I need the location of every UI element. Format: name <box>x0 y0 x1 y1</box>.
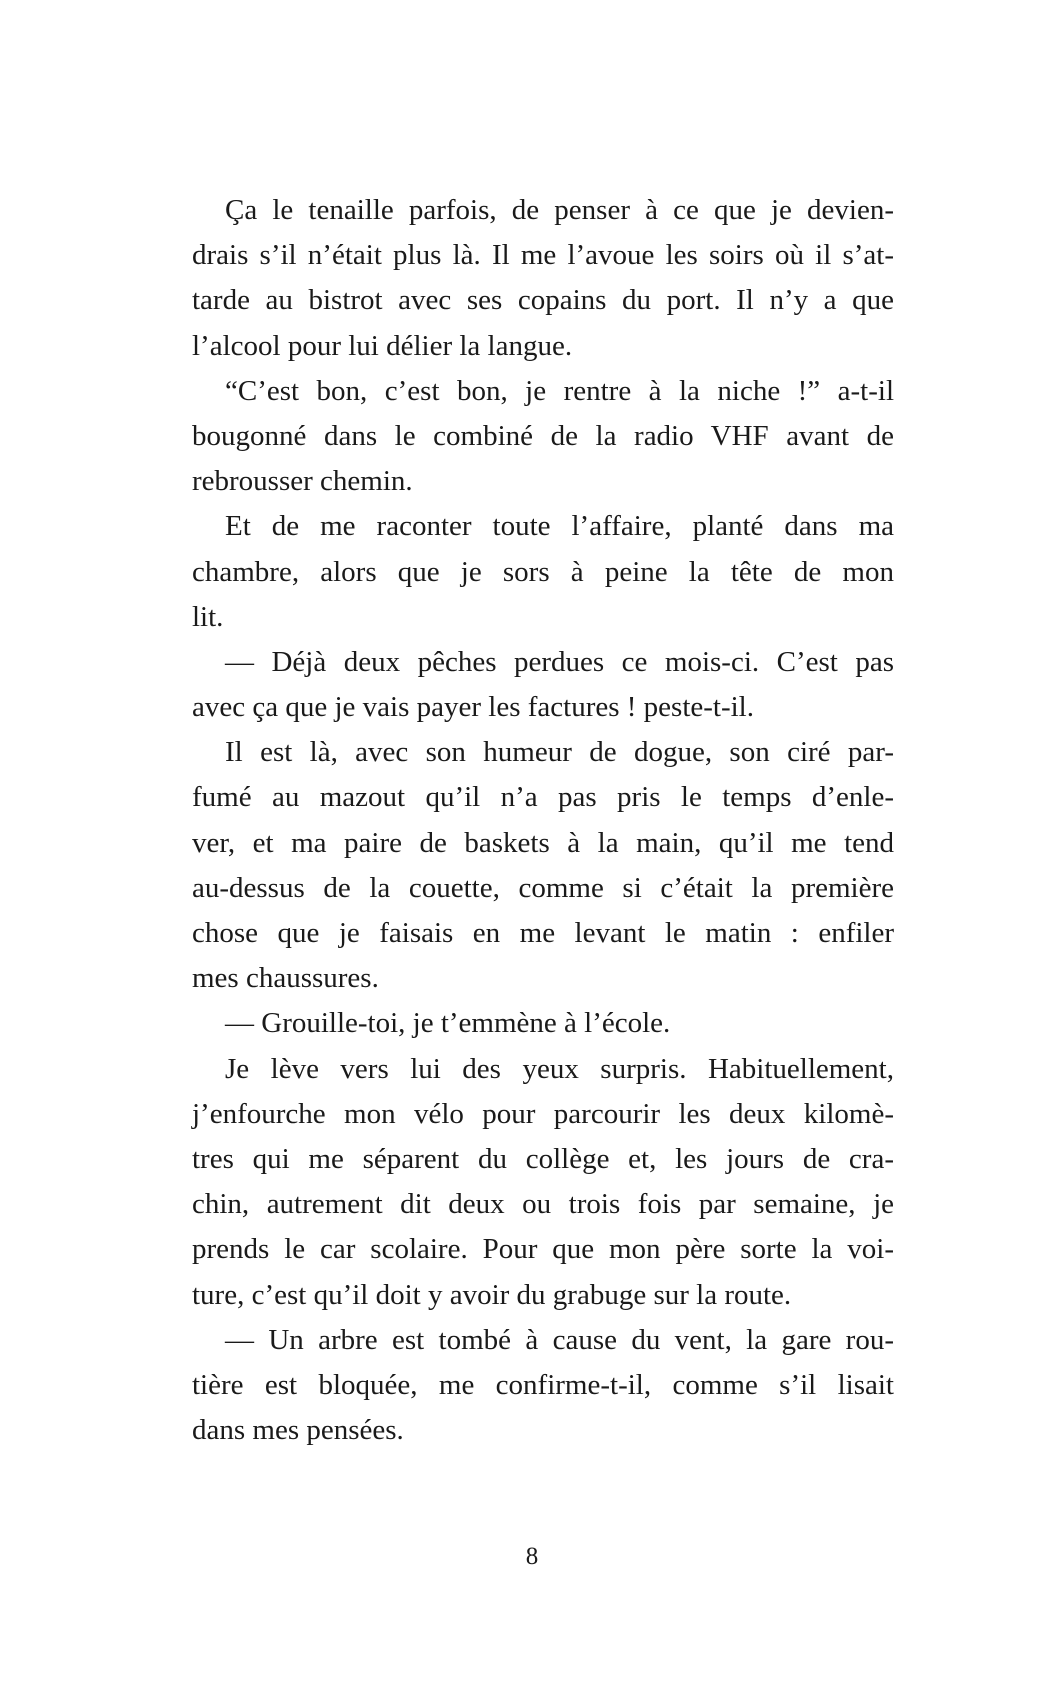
body-text <box>192 188 894 1453</box>
text-line: prends le car scolaire. Pour que mon père sorte la voi- <box>192 1233 894 1266</box>
page-number: 8 <box>525 1543 539 1570</box>
text-line: lit. <box>192 600 224 633</box>
text-line: rebrousser chemin. <box>192 465 413 498</box>
text-line: fumé au mazout qu’il n’a pas pris le temps d’enle- <box>192 781 894 814</box>
text-line: drais s’il n’était plus là. Il me l’avoue les soirs où il s’at- <box>192 239 894 272</box>
text-line: tière est bloquée, me confirme-t-il, comme s’il lisait <box>192 1368 894 1401</box>
text-line: — Déjà deux pêches perdues ce mois-ci. C’est pas <box>225 645 894 678</box>
text-line: — Grouille-toi, je t’emmène à l’école. <box>225 1007 671 1040</box>
text-line: mes chaussures. <box>192 962 379 995</box>
text-line: tres qui me séparent du collège et, les jours de cra- <box>192 1142 894 1175</box>
text-line: — Un arbre est tombé à cause du vent, la gare rou- <box>225 1323 894 1356</box>
text-line: Et de me raconter toute l’affaire, planté dans ma <box>225 510 894 543</box>
text-line: “C’est bon, c’est bon, je rentre à la niche !” a-t-il <box>225 374 894 407</box>
text-line: chambre, alors que je sors à peine la tête de mon <box>192 555 894 588</box>
text-line: chin, autrement dit deux ou trois fois par semaine, je <box>192 1188 894 1221</box>
text-line: ture, c’est qu’il doit y avoir du grabuge sur la route. <box>192 1278 792 1311</box>
text-line: bougonné dans le combiné de la radio VHF avant de <box>192 419 894 452</box>
text-line: dans mes pensées. <box>192 1414 404 1447</box>
text-line: au-dessus de la couette, comme si c’était la première <box>192 871 894 904</box>
text-line: Je lève vers lui des yeux surpris. Habituellement, <box>225 1052 894 1085</box>
text-line: tarde au bistrot avec ses copains du port. Il n’y a que <box>192 284 894 317</box>
text-line: chose que je faisais en me levant le matin : enfiler <box>192 917 894 949</box>
text-line: l’alcool pour lui délier la langue. <box>192 329 573 362</box>
text-line: avec ça que je vais payer les factures ! peste-t-il. <box>192 691 754 724</box>
text-line: j’enfourche mon vélo pour parcourir les deux kilomè- <box>192 1097 894 1130</box>
text-line: Il est là, avec son humeur de dogue, son ciré par- <box>225 736 894 769</box>
text-line: ver, et ma paire de baskets à la main, qu’il me tend <box>192 826 894 859</box>
text-line: Ça le tenaille parfois, de penser à ce que je devien- <box>225 194 894 226</box>
